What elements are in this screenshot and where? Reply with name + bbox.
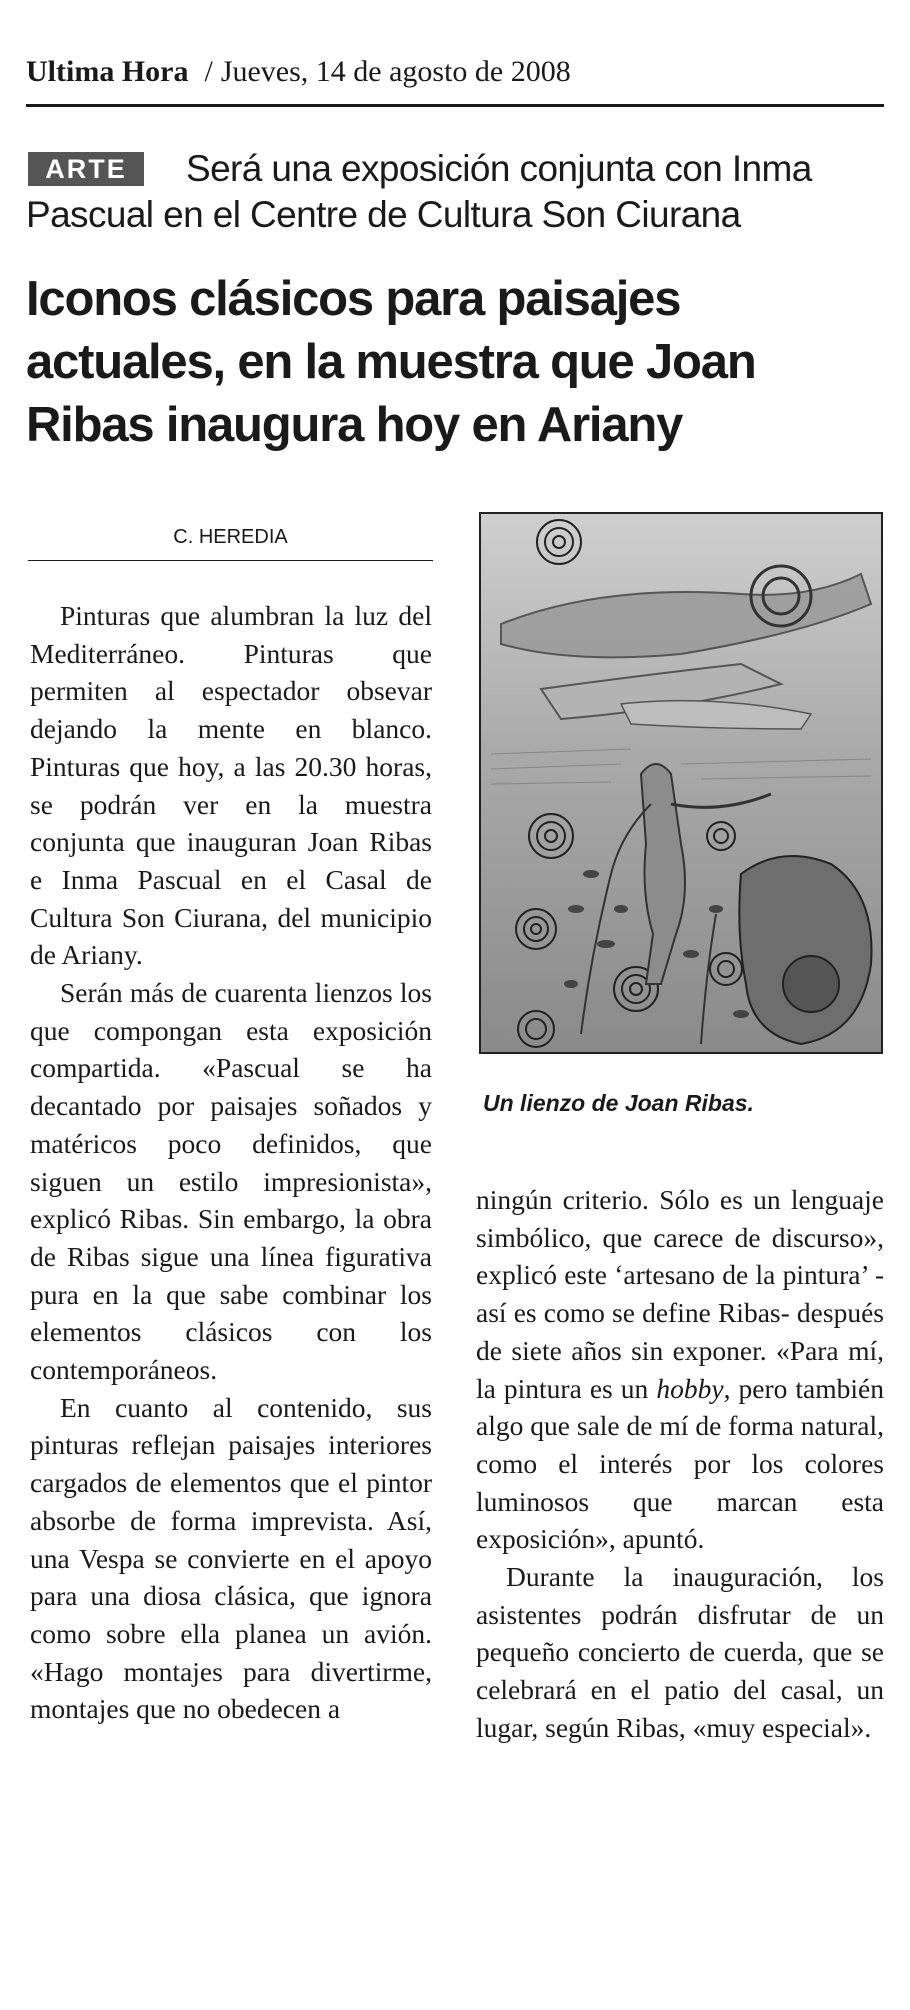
masthead-separator: / (204, 55, 213, 88)
paragraph: Pinturas que alumbran la luz del Mediterráneo. Pinturas que permiten al espectador obsevar dejando la mente en blanco. Pinturas que hoy, a las 20.30 horas, se podrán ver en la muestra conjunta que inauguran Joan Ribas e Inma Pascual en el Casal de Cultura Son Ciurana, del municipio de Ariany. (30, 600, 432, 971)
paragraph (476, 1181, 884, 1558)
photo-caption: Un lienzo de Joan Ribas. (483, 1090, 754, 1116)
emphasis-text: hobby (656, 1372, 724, 1404)
issue-date: Jueves, 14 de agosto de 2008 (220, 55, 571, 88)
masthead (26, 52, 886, 92)
header-rule (26, 104, 884, 107)
article-column-2 (476, 1181, 884, 1747)
paragraph-text: , pero también algo que sale de mí de forma natural, como el interés por los colores luminosos que marcan esta exposición», apuntó. (476, 1372, 884, 1555)
byline: C. HEREDIA (173, 526, 288, 548)
painting-photo (479, 512, 883, 1054)
article-column-1 (30, 597, 432, 1728)
painting-illustration (481, 514, 881, 1052)
subheadline: Será una exposición conjunta con Inma Pascual en el Centre de Cultura Son Ciurana (26, 148, 812, 235)
headline: Iconos clásicos para paisajes actuales, en la muestra que Joan Ribas inaugura hoy en Ariany (26, 272, 756, 452)
paragraph-text: ningún criterio. Sólo es un lenguaje simbólico, que carece de discurso», explicó este ‘artesano de la pintura’ -así es como se define Ribas- después de siete años sin exponer. «Para mí, la pintura es un (476, 1184, 884, 1404)
paragraph: Serán más de cuarenta lienzos los que compongan esta exposición compartida. «Pascual se ha decantado por paisajes soñados y matéricos poco definidos, que siguen un estilo impresionista», explicó Ribas. Sin embargo, la obra de Ribas sigue una línea figurativa pura en la que sabe combinar los elementos clásicos con los contemporáneos. (30, 977, 432, 1386)
paragraph: En cuanto al contenido, sus pinturas reflejan paisajes interiores cargados de elementos que el pintor absorbe de forma imprevista. Así, una Vespa se convierte en el apoyo para una diosa clásica, que ignora como sobre ella planea un avión. «Hago montajes para divertirme, montajes que no obedecen a (30, 1391, 432, 1725)
paragraph: Durante la inauguración, los asistentes podrán disfrutar de un pequeño concierto de cuerda, que se celebrará en el patio del casal, un lugar, según Ribas, «muy especial». (476, 1561, 884, 1743)
byline-rule (28, 560, 433, 561)
section-tag: ARTE (28, 152, 144, 186)
newspaper-name: Ultima Hora (26, 55, 189, 88)
